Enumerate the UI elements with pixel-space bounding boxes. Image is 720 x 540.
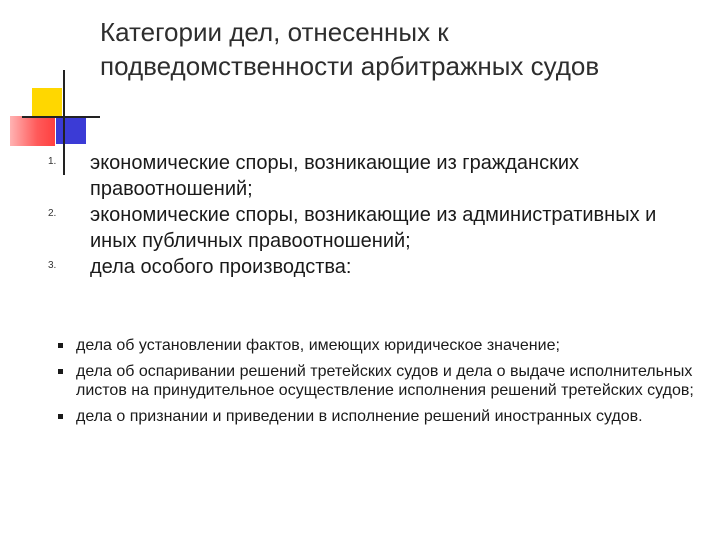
bullet-item <box>58 407 698 426</box>
item-text: дела об установлении фактов, имеющих юридическое значение; <box>76 337 560 354</box>
item-text: дела об оспаривании решений третейских судов и дела о выдаче исполнительных листов на принудительное осуществление исполнения решений третейских судов; <box>76 363 694 399</box>
square-bullet-icon <box>58 369 63 374</box>
numbered-list <box>48 150 688 280</box>
numbered-item <box>48 150 688 202</box>
item-number: 1. <box>48 156 57 167</box>
slide-title: Категории дел, отнесенных к подведомственности арбитражных судов <box>100 17 600 81</box>
square-bullet-icon <box>58 343 63 348</box>
item-text: дела особого производства: <box>90 256 352 278</box>
item-text: экономические споры, возникающие из гражданских правоотношений; <box>90 152 579 200</box>
numbered-item <box>48 202 688 254</box>
item-text: экономические споры, возникающие из административных и иных публичных правоотношений; <box>90 204 657 252</box>
bullet-list <box>58 336 698 433</box>
ornament-horizontal-line <box>22 116 100 118</box>
item-text: дела о признании и приведении в исполнение решений иностранных судов. <box>76 408 643 425</box>
item-number: 2. <box>48 208 57 219</box>
numbered-item <box>48 254 688 280</box>
ornament-yellow-square <box>32 88 62 118</box>
ornament-blue-square <box>56 118 86 144</box>
ornament-red-bar <box>10 116 55 146</box>
bullet-item <box>58 362 698 400</box>
bullet-item <box>58 336 698 355</box>
square-bullet-icon <box>58 414 63 419</box>
item-number: 3. <box>48 260 57 271</box>
